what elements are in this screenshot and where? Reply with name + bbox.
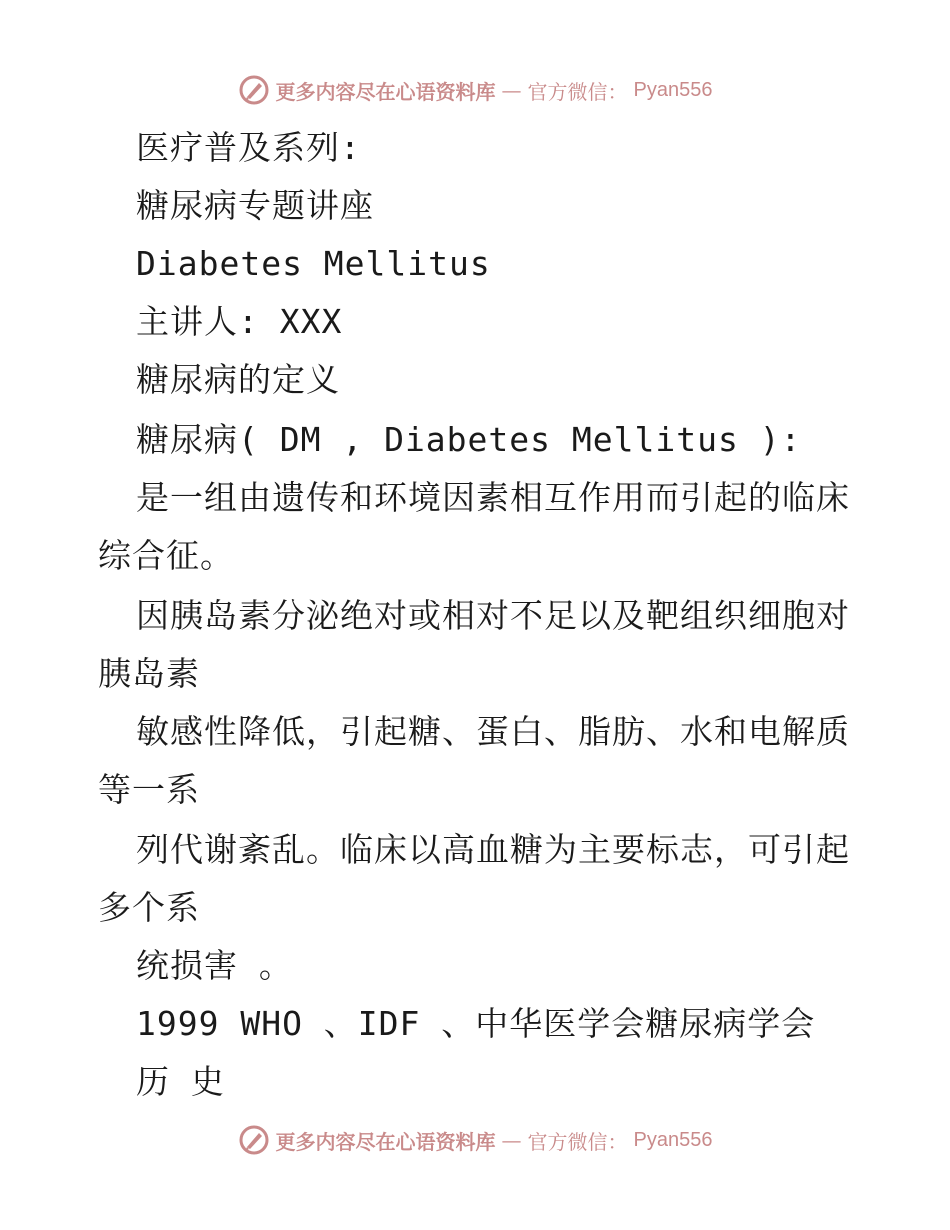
pen-circle-icon	[238, 1124, 270, 1156]
lecture-title: 糖尿病专题讲座	[136, 186, 374, 225]
banner-wechat-label: 官方微信：	[527, 1129, 628, 1154]
banner-wechat-id: Pyan556	[633, 78, 713, 101]
banner-wechat-id: Pyan556	[633, 1128, 713, 1151]
paragraph-line: 多个系	[98, 888, 200, 927]
definition-term: 糖尿病( DM , Diabetes Mellitus ):	[136, 420, 802, 459]
section-heading-definition: 糖尿病的定义	[136, 360, 340, 399]
section-heading-history: 历 史	[136, 1062, 225, 1101]
banner-title: 更多内容尽在心语资料库	[275, 79, 496, 104]
paragraph-line: 等一系	[98, 770, 200, 809]
paragraph-line: 胰岛素	[98, 654, 200, 693]
paragraph-line: 综合征。	[98, 536, 234, 575]
header-banner	[0, 70, 950, 110]
pen-circle-icon	[238, 74, 270, 106]
banner-dash: —	[501, 78, 522, 102]
paragraph-line: 敏感性降低，引起糖、蛋白、脂肪、水和电解质	[136, 712, 850, 751]
banner-dash: —	[501, 1128, 522, 1152]
paragraph-line: 统损害 。	[136, 946, 293, 985]
paragraph-line: 因胰岛素分泌绝对或相对不足以及靶组织细胞对	[136, 596, 850, 635]
speaker-line: 主讲人: XXX	[136, 302, 343, 341]
series-title: 医疗普及系列:	[136, 128, 361, 167]
footer-banner	[0, 1120, 950, 1160]
lecture-subtitle-en: Diabetes Mellitus	[136, 244, 491, 283]
banner-title: 更多内容尽在心语资料库	[275, 1129, 496, 1154]
banner-wechat-label: 官方微信：	[527, 79, 628, 104]
paragraph-line: 是一组由遗传和环境因素相互作用而引起的临床	[136, 478, 850, 517]
references-line: 1999 WHO 、IDF 、中华医学会糖尿病学会	[136, 1004, 816, 1043]
paragraph-line: 列代谢紊乱。临床以高血糖为主要标志，可引起	[136, 830, 850, 869]
